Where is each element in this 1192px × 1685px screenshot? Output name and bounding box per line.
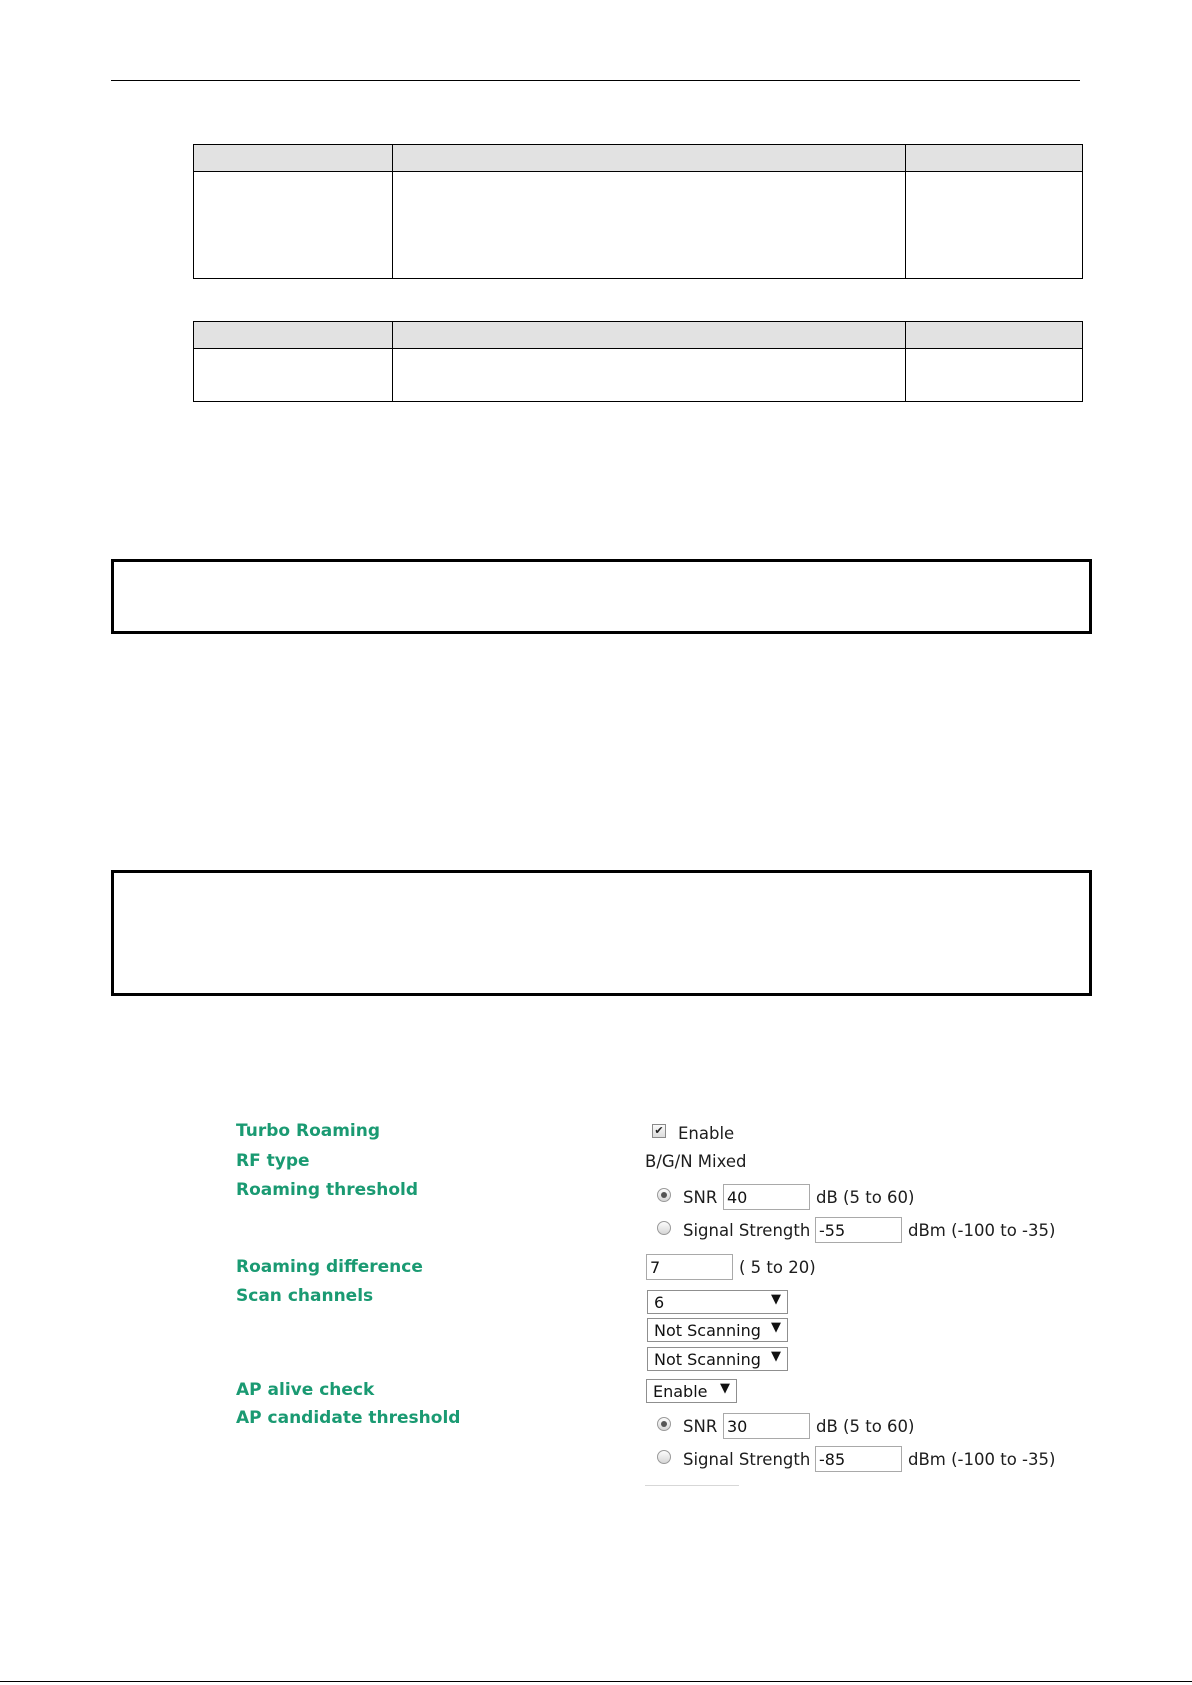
turbo-roaming-enable-label: Enable xyxy=(678,1124,735,1143)
roaming-threshold-label: Roaming threshold xyxy=(236,1180,419,1200)
table-header-cell xyxy=(194,322,393,349)
roaming-threshold-signal-input[interactable]: -55 xyxy=(815,1217,902,1243)
chevron-down-icon: ▼ xyxy=(771,1349,781,1364)
table-cell xyxy=(393,172,906,279)
ap-alive-check-label: AP alive check xyxy=(236,1380,375,1400)
check-icon: ✔ xyxy=(654,1124,664,1137)
roaming-threshold-signal-label: Signal Strength xyxy=(683,1221,811,1240)
scan-channels-label: Scan channels xyxy=(236,1286,374,1306)
rf-type-value: B/G/N Mixed xyxy=(645,1152,747,1171)
turbo-roaming-label: Turbo Roaming xyxy=(236,1121,381,1141)
table-cell xyxy=(906,172,1083,279)
turbo-roaming-checkbox[interactable] xyxy=(652,1124,666,1138)
scan-channel-1-value: 6 xyxy=(654,1293,665,1312)
table-header-cell xyxy=(393,322,906,349)
ap-candidate-signal-radio[interactable] xyxy=(657,1450,671,1464)
chevron-down-icon: ▼ xyxy=(771,1320,781,1335)
ap-candidate-threshold-label: AP candidate threshold xyxy=(236,1408,461,1428)
table-cell xyxy=(194,172,393,279)
ap-candidate-signal-input[interactable]: -85 xyxy=(815,1446,902,1472)
table-row xyxy=(194,349,1083,402)
table-header-cell xyxy=(393,145,906,172)
table-header-row xyxy=(194,322,1083,349)
roaming-threshold-snr-radio[interactable] xyxy=(657,1188,671,1202)
ap-alive-check-select[interactable] xyxy=(646,1379,737,1403)
table-cell xyxy=(393,349,906,402)
cropped-control-edge xyxy=(645,1485,739,1486)
roaming-threshold-snr-input[interactable]: 40 xyxy=(723,1184,810,1210)
page-header-rule xyxy=(111,80,1080,81)
note-box-1 xyxy=(111,559,1092,634)
roaming-threshold-snr-label: SNR xyxy=(683,1188,718,1207)
table-row xyxy=(194,172,1083,279)
table-header-row xyxy=(194,145,1083,172)
ap-candidate-signal-label: Signal Strength xyxy=(683,1450,811,1469)
scan-channel-1-select[interactable] xyxy=(647,1290,788,1314)
ap-alive-check-value: Enable xyxy=(653,1382,708,1401)
scan-channel-3-value: Not Scanning xyxy=(654,1350,761,1369)
chevron-down-icon: ▼ xyxy=(771,1292,781,1307)
scan-channel-2-value: Not Scanning xyxy=(654,1321,761,1340)
roaming-difference-range: ( 5 to 20) xyxy=(739,1258,816,1277)
note-box-2 xyxy=(111,870,1092,996)
table-cell xyxy=(194,349,393,402)
page-footer-rule xyxy=(0,1681,1192,1682)
roaming-difference-input[interactable]: 7 xyxy=(646,1254,733,1280)
ap-candidate-snr-radio[interactable] xyxy=(657,1417,671,1431)
table-header-cell xyxy=(906,145,1083,172)
ap-candidate-snr-input[interactable]: 30 xyxy=(723,1413,810,1439)
chevron-down-icon: ▼ xyxy=(720,1381,730,1396)
ap-candidate-signal-unit: dBm (-100 to -35) xyxy=(908,1450,1056,1469)
table-header-cell xyxy=(194,145,393,172)
ap-candidate-snr-label: SNR xyxy=(683,1417,718,1436)
scan-channel-3-select[interactable] xyxy=(647,1347,788,1371)
scan-channel-2-select[interactable] xyxy=(647,1318,788,1342)
roaming-threshold-signal-unit: dBm (-100 to -35) xyxy=(908,1221,1056,1240)
table-header-cell xyxy=(906,322,1083,349)
roaming-threshold-signal-radio[interactable] xyxy=(657,1221,671,1235)
ap-candidate-snr-unit: dB (5 to 60) xyxy=(816,1417,915,1436)
roaming-difference-label: Roaming difference xyxy=(236,1257,423,1277)
table-cell xyxy=(906,349,1083,402)
parameter-table-1 xyxy=(193,144,1083,279)
rf-type-label: RF type xyxy=(236,1151,310,1171)
parameter-table-2 xyxy=(193,321,1083,402)
roaming-threshold-snr-unit: dB (5 to 60) xyxy=(816,1188,915,1207)
